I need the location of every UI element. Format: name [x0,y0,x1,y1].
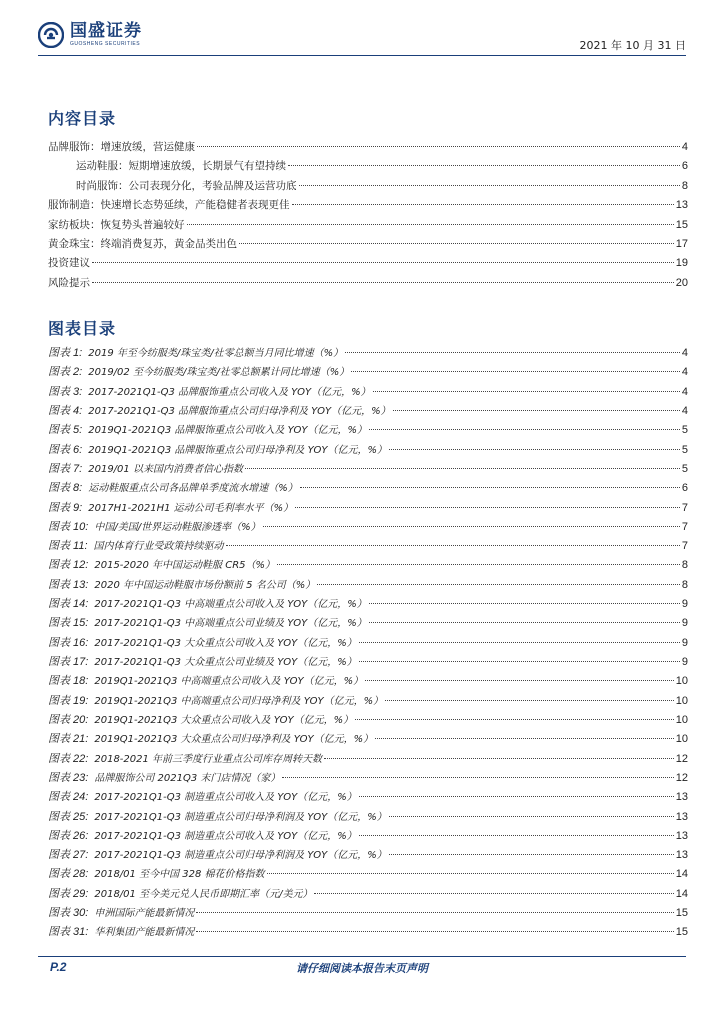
figure-page: 5 [681,462,688,475]
figure-title: 品牌服饰公司 2021Q3 末门店情况（家） [94,772,281,784]
figure-entry[interactable] [48,518,688,537]
figure-title: 2019Q1-2021Q3 品牌服饰重点公司归母净利及 YOY（亿元，%） [88,444,387,456]
figure-number: 图表 25: [48,810,89,823]
figure-entry[interactable] [48,556,688,575]
figure-page: 14 [675,887,688,900]
figure-entry[interactable] [48,363,688,382]
figure-title: 华利集团产能最新情况 [94,927,195,939]
figure-leader-dots [359,661,680,662]
figure-page: 15 [675,926,688,939]
figure-number: 图表 16: [48,636,89,649]
toc-entry-page: 13 [675,199,688,212]
figure-title: 2017-2021Q1-Q3 制造重点公司归母净利润及 YOY（亿元，%） [94,850,387,862]
toc-entry-page: 19 [675,257,688,270]
figure-leader-dots [345,352,680,353]
figure-number: 图表 18: [48,675,89,688]
figure-number: 图表 17: [48,656,89,668]
figure-page: 9 [681,656,688,668]
footer-divider [38,956,686,957]
figure-title: 2019/02 至今纺服类/珠宝类/社零总额累计同比增速（%） [88,367,350,379]
figure-page: 8 [681,559,688,572]
figure-page: 12 [675,752,688,765]
figure-page: 7 [681,540,688,553]
figure-leader-dots [359,835,674,836]
figure-title: 2017-2021Q1-Q3 中高端重点公司收入及 YOY（亿元，%） [94,599,367,611]
toc-entry[interactable] [48,274,688,293]
header-divider [38,55,686,56]
page-number: P.2 [50,960,67,974]
toc-entry-page: 4 [681,141,688,153]
figure-entry[interactable] [48,344,688,363]
figure-number: 图表 15: [48,617,89,630]
toc-leader-dots [288,165,680,166]
toc-entry[interactable] [48,254,688,273]
figure-leader-dots [263,526,680,527]
figure-page: 14 [675,868,688,881]
figure-number: 图表 26: [48,829,89,842]
figure-title: 2018/01 至今美元兑人民币即期汇率（元/美元） [94,888,313,900]
figure-number: 图表 1: [48,347,83,359]
figure-title: 2017-2021Q1-Q3 中高端重点公司业绩及 YOY（亿元，%） [94,618,367,630]
figures-list [48,344,688,943]
toc-entry-page: 15 [675,218,688,231]
figure-number: 图表 14: [48,598,89,611]
toc-entry-page: 17 [675,237,688,250]
toc-entry-label: 投资建议 [48,257,90,270]
logo-name: 国盛证券 [70,21,142,41]
figure-title: 2019 年至今纺服类/珠宝类/社零总额当月同比增速（%） [88,348,344,359]
figure-entry[interactable] [48,537,688,556]
figure-page: 7 [681,501,688,514]
figure-page: 4 [681,404,688,417]
toc-entry-label: 品牌服饰：增速放缓，营运健康 [48,141,195,153]
figure-leader-dots [369,622,680,623]
figure-entry[interactable] [48,421,688,440]
figure-page: 4 [681,385,688,398]
report-date: 2021 年 10 月 31 日 [579,39,686,52]
figure-entry[interactable] [48,730,688,749]
figure-entry[interactable] [48,788,688,807]
figure-leader-dots [389,816,674,817]
figure-leader-dots [375,738,674,739]
toc-entry[interactable] [48,177,688,196]
figure-leader-dots [351,371,680,372]
figure-leader-dots [267,873,674,874]
figure-page: 9 [681,636,688,649]
figure-page: 12 [675,771,688,784]
contents-list [48,138,688,293]
toc-entry-page: 6 [681,160,688,173]
toc-leader-dots [239,243,674,244]
figure-number: 图表 10: [48,520,89,533]
figure-page: 6 [681,482,688,495]
figure-entry[interactable] [48,846,688,865]
figures-title: 图表目录 [48,319,117,338]
figure-page: 10 [675,675,688,688]
figure-page: 9 [681,598,688,611]
figure-title: 2017-2021Q1-Q3 品牌服饰重点公司归母净利及 YOY（亿元，%） [88,405,391,417]
figure-number: 图表 3: [48,385,83,398]
toc-leader-dots [197,146,680,147]
figure-page: 13 [675,791,688,804]
logo-subtitle: GUOSHENG SECURITIES [70,41,141,47]
toc-entry-label: 时尚服饰：公司表现分化，考验品牌及运营功底 [76,179,297,192]
figure-entry[interactable] [48,576,688,595]
figure-page: 5 [681,424,688,437]
figure-page: 15 [675,907,688,920]
figure-title: 2019Q1-2021Q3 大众重点公司归母净利及 YOY（亿元，%） [94,734,374,746]
figure-page: 8 [681,578,688,591]
toc-entry-label: 运动鞋服：短期增速放缓，长期景气有望持续 [76,160,286,173]
figure-number: 图表 19: [48,694,89,707]
figure-leader-dots [245,468,680,469]
figure-leader-dots [373,391,680,392]
contents-title: 内容目录 [48,109,117,128]
toc-entry-page: 20 [675,276,688,289]
figure-title: 2018/01 至今中国 328 棉花价格指数 [94,869,265,881]
figure-page: 4 [681,366,688,379]
figure-leader-dots [196,931,673,932]
toc-leader-dots [92,262,674,263]
figure-entry[interactable] [48,460,688,479]
page-header [38,20,686,56]
figure-title: 2019/01 以来国内消费者信心指数 [88,463,243,475]
figure-title: 国内体育行业受政策持续驱动 [93,541,224,553]
toc-leader-dots [292,204,674,205]
figure-number: 图表 6: [48,443,83,456]
figure-number: 图表 21: [48,733,89,746]
figure-entry[interactable] [48,634,688,653]
figure-page: 13 [675,829,688,842]
figure-number: 图表 5: [48,424,83,437]
figure-title: 2017-2021Q1-Q3 制造重点公司收入及 YOY（亿元，%） [94,792,357,804]
figure-leader-dots [369,429,680,430]
figure-title: 2020 年中国运动鞋服市场份额前 5 名公司（%） [94,579,316,591]
figure-leader-dots [277,564,680,565]
figure-number: 图表 30: [48,907,89,920]
figure-leader-dots [196,912,673,913]
figure-entry[interactable] [48,865,688,884]
toc-entry[interactable] [48,235,688,254]
figure-number: 图表 12: [48,559,89,572]
figure-page: 9 [681,617,688,630]
figure-entry[interactable] [48,692,688,711]
figure-leader-dots [355,719,674,720]
guosheng-logo-icon [38,22,64,48]
figure-title: 中国/美国/世界运动鞋服渗透率（%） [94,521,261,533]
toc-entry[interactable] [48,157,688,176]
figure-title: 2015-2020 年中国运动鞋服 CR5（%） [94,560,276,572]
figure-page: 5 [681,443,688,456]
figure-number: 图表 27: [48,849,89,862]
figure-entry[interactable] [48,479,688,498]
toc-leader-dots [187,224,674,225]
figure-entry[interactable] [48,885,688,904]
figure-number: 图表 9: [48,501,83,514]
figure-title: 2019Q1-2021Q3 中高端重点公司收入及 YOY（亿元，%） [94,676,364,688]
toc-entry-label: 家纺板块：恢复势头普遍较好 [48,218,185,231]
toc-entry[interactable] [48,196,688,215]
figure-title: 申洲国际产能最新情况 [94,908,195,920]
disclaimer-note: 请仔细阅读本报告末页声明 [296,962,428,975]
figure-leader-dots [300,487,680,488]
figure-entry[interactable] [48,923,688,942]
toc-entry-page: 8 [681,179,688,192]
figure-leader-dots [314,893,673,894]
figure-entry[interactable] [48,383,688,402]
figure-entry[interactable] [48,614,688,633]
figure-number: 图表 28: [48,868,89,881]
toc-entry-label: 黄金珠宝：终端消费复苏，黄金品类出色 [48,237,237,250]
figure-leader-dots [359,796,674,797]
figure-title: 2017-2021Q1-Q3 制造重点公司收入及 YOY（亿元，%） [94,830,357,842]
figure-entry[interactable] [48,904,688,923]
figure-entry[interactable] [48,595,688,614]
figure-title: 2017-2021Q1-Q3 大众重点公司收入及 YOY（亿元，%） [94,637,357,649]
figure-entry[interactable] [48,711,688,730]
figure-number: 图表 29: [48,887,89,900]
figure-title: 2017-2021Q1-Q3 制造重点公司归母净利润及 YOY（亿元，%） [94,811,387,823]
figure-page: 10 [675,733,688,746]
toc-entry-label: 风险提示 [48,276,90,289]
figure-title: 2018-2021 年前三季度行业重点公司库存周转天数 [94,753,323,765]
figure-leader-dots [389,854,674,855]
figure-number: 图表 22: [48,752,89,765]
figure-number: 图表 13: [48,578,89,591]
figure-leader-dots [317,584,680,585]
figure-leader-dots [282,777,673,778]
figure-leader-dots [369,603,680,604]
figure-entry[interactable] [48,653,688,672]
figure-number: 图表 8: [48,482,83,495]
toc-entry-label: 服饰制造：快速增长态势延续，产能稳健者表现更佳 [48,199,290,212]
figure-leader-dots [365,680,674,681]
company-logo [38,22,142,54]
figure-title: 2017H1-2021H1 运动公司毛利率水平（%） [88,502,294,514]
figure-leader-dots [359,642,680,643]
figure-number: 图表 7: [48,462,83,475]
figure-leader-dots [393,410,680,411]
figure-page: 13 [675,810,688,823]
figure-title: 2019Q1-2021Q3 品牌服饰重点公司收入及 YOY（亿元，%） [88,425,367,437]
figure-leader-dots [385,700,674,701]
toc-entry[interactable] [48,138,688,157]
figure-title: 运动鞋服重点公司各品牌单季度流水增速（%） [88,483,298,495]
figure-number: 图表 23: [48,771,89,784]
figure-entry[interactable] [48,441,688,460]
figure-page: 10 [675,694,688,707]
toc-leader-dots [299,185,680,186]
figure-entry[interactable] [48,808,688,827]
figure-number: 图表 4: [48,404,83,417]
figure-number: 图表 24: [48,791,89,804]
figure-page: 13 [675,849,688,862]
figure-entry[interactable] [48,769,688,788]
figure-number: 图表 11: [48,540,88,553]
figure-title: 2017-2021Q1-Q3 大众重点公司业绩及 YOY（亿元，%） [94,657,357,668]
figure-title: 2019Q1-2021Q3 中高端重点公司归母净利及 YOY（亿元，%） [94,695,384,707]
figure-page: 10 [675,713,688,726]
figure-leader-dots [226,545,680,546]
figure-number: 图表 2: [48,366,83,379]
figure-entry[interactable] [48,402,688,421]
figure-number: 图表 31: [48,926,89,939]
figure-entry[interactable] [48,672,688,691]
figure-title: 2019Q1-2021Q3 大众重点公司收入及 YOY（亿元，%） [94,714,354,726]
figure-page: 7 [681,520,688,533]
figure-entry[interactable] [48,499,688,518]
figure-entry[interactable] [48,750,688,769]
figure-leader-dots [324,758,674,759]
figure-leader-dots [295,507,680,508]
figure-page: 4 [681,347,688,359]
figure-entry[interactable] [48,827,688,846]
toc-leader-dots [92,282,674,283]
figure-leader-dots [389,449,680,450]
figure-title: 2017-2021Q1-Q3 品牌服饰重点公司收入及 YOY（亿元，%） [88,386,371,398]
toc-entry[interactable] [48,216,688,235]
figure-number: 图表 20: [48,713,89,726]
